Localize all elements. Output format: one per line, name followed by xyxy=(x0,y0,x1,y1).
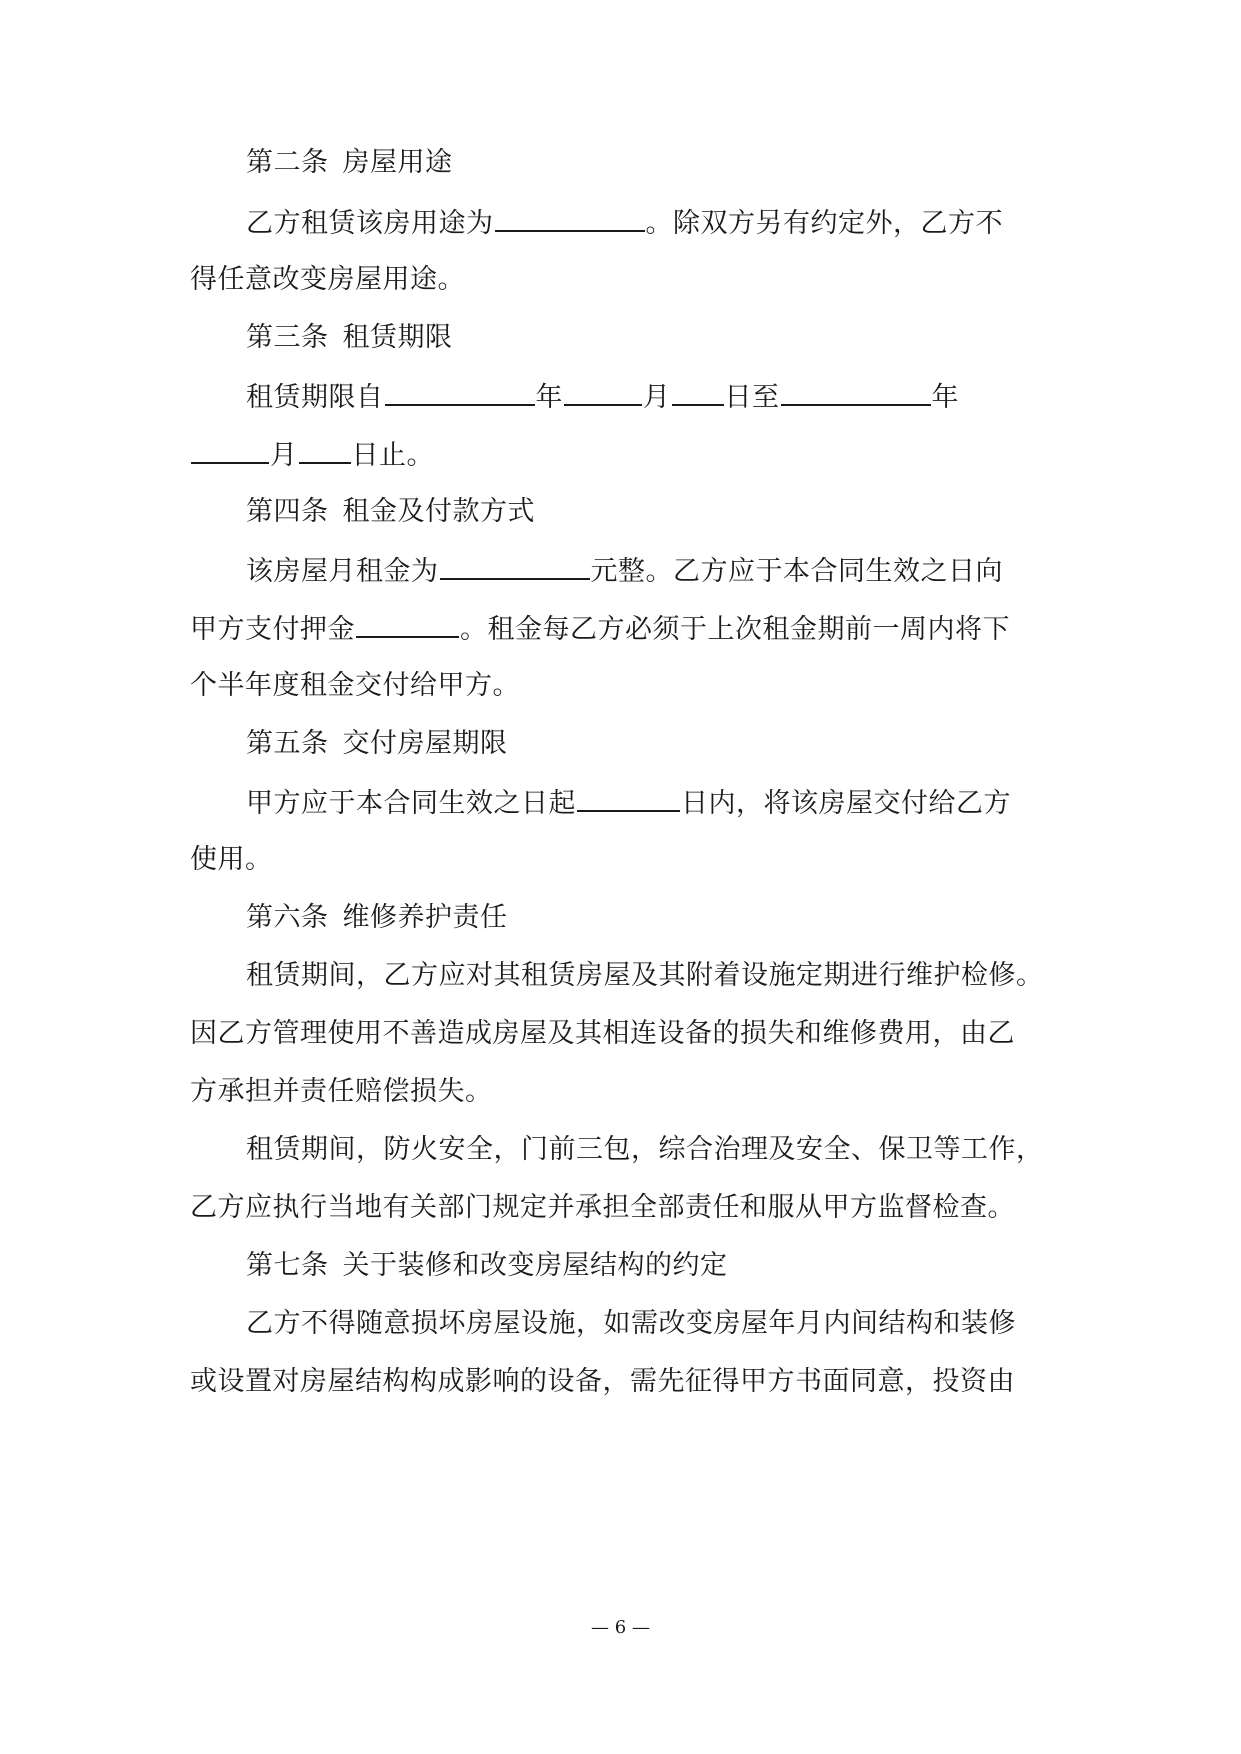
article-5-line-1 xyxy=(246,785,1011,821)
article-title: 交付房屋期限 xyxy=(342,728,508,759)
article-6-para-1-line-1: 租赁期间，乙方应对其租赁房屋及其附着设施定期进行维护检修。 xyxy=(246,960,1044,991)
article-number: 第四条 xyxy=(246,496,329,527)
article-7-line-1: 乙方不得随意损坏房屋设施，如需改变房屋年月内间结构和装修 xyxy=(246,1308,1016,1339)
text-segment: 租赁期限自 xyxy=(246,382,384,413)
text-segment: 月 xyxy=(643,382,671,413)
fill-in-blank xyxy=(385,379,535,406)
article-7-line-2: 或设置对房屋结构构成影响的设备，需先征得甲方书面同意，投资由 xyxy=(190,1366,1015,1397)
article-5-line-2: 使用。 xyxy=(190,844,273,875)
text-segment: 年 xyxy=(535,382,563,413)
article-6-heading xyxy=(246,901,508,935)
text-segment: 日止。 xyxy=(351,440,434,471)
text-segment: 甲方应于本合同生效之日起 xyxy=(246,788,576,819)
fill-in-blank xyxy=(495,205,645,232)
article-4-line-2 xyxy=(190,611,1010,647)
article-4-heading xyxy=(246,495,535,529)
article-2-heading xyxy=(246,146,453,180)
article-number: 第七条 xyxy=(246,1250,329,1281)
text-segment: 月 xyxy=(270,440,298,471)
article-5-heading xyxy=(246,727,508,761)
fill-in-blank xyxy=(564,379,642,406)
article-number: 第六条 xyxy=(246,902,329,933)
fill-in-blank xyxy=(356,611,459,638)
fill-in-blank xyxy=(672,379,724,406)
article-3-line-2 xyxy=(190,437,434,473)
fill-in-blank xyxy=(191,437,269,464)
article-7-heading xyxy=(246,1249,728,1283)
article-4-line-1 xyxy=(246,553,1003,589)
fill-in-blank xyxy=(440,553,590,580)
fill-in-blank xyxy=(577,785,680,812)
article-4-line-3: 个半年度租金交付给甲方。 xyxy=(190,670,520,701)
text-segment: 乙方租赁该房用途为 xyxy=(246,208,494,239)
article-2-line-1 xyxy=(246,205,1003,241)
article-6-para-2-line-2: 乙方应执行当地有关部门规定并承担全部责任和服从甲方监督检查。 xyxy=(190,1192,1015,1223)
text-segment: 日至 xyxy=(724,382,780,413)
article-number: 第三条 xyxy=(246,322,329,353)
page-number: — 6 — xyxy=(591,1617,650,1638)
article-6-para-2-line-1: 租赁期间，防火安全，门前三包，综合治理及安全、保卫等工作， xyxy=(246,1134,1044,1165)
article-3-heading xyxy=(246,321,453,355)
article-2-line-2: 得任意改变房屋用途。 xyxy=(190,264,465,295)
article-title: 租赁期限 xyxy=(342,322,453,353)
article-title: 租金及付款方式 xyxy=(342,496,535,527)
article-title: 关于装修和改变房屋结构的约定 xyxy=(342,1250,728,1281)
article-number: 第五条 xyxy=(246,728,329,759)
text-segment: 年 xyxy=(931,382,959,413)
fill-in-blank xyxy=(299,437,351,464)
text-segment: 元整。乙方应于本合同生效之日向 xyxy=(590,556,1003,587)
text-segment: 。租金每乙方必须于上次租金期前一周内将下 xyxy=(460,614,1010,645)
article-3-line-1 xyxy=(246,379,959,415)
text-segment: 。除双方另有约定外，乙方不 xyxy=(645,208,1003,239)
article-6-para-1-line-3: 方承担并责任赔偿损失。 xyxy=(190,1076,493,1107)
article-6-para-1-line-2: 因乙方管理使用不善造成房屋及其相连设备的损失和维修费用，由乙 xyxy=(190,1018,1015,1049)
article-title: 房屋用途 xyxy=(342,147,453,178)
text-segment: 甲方支付押金 xyxy=(190,614,355,645)
article-number: 第二条 xyxy=(246,147,329,178)
article-title: 维修养护责任 xyxy=(342,902,508,933)
text-segment: 该房屋月租金为 xyxy=(246,556,439,587)
fill-in-blank xyxy=(781,379,931,406)
text-segment: 日内，将该房屋交付给乙方 xyxy=(681,788,1011,819)
